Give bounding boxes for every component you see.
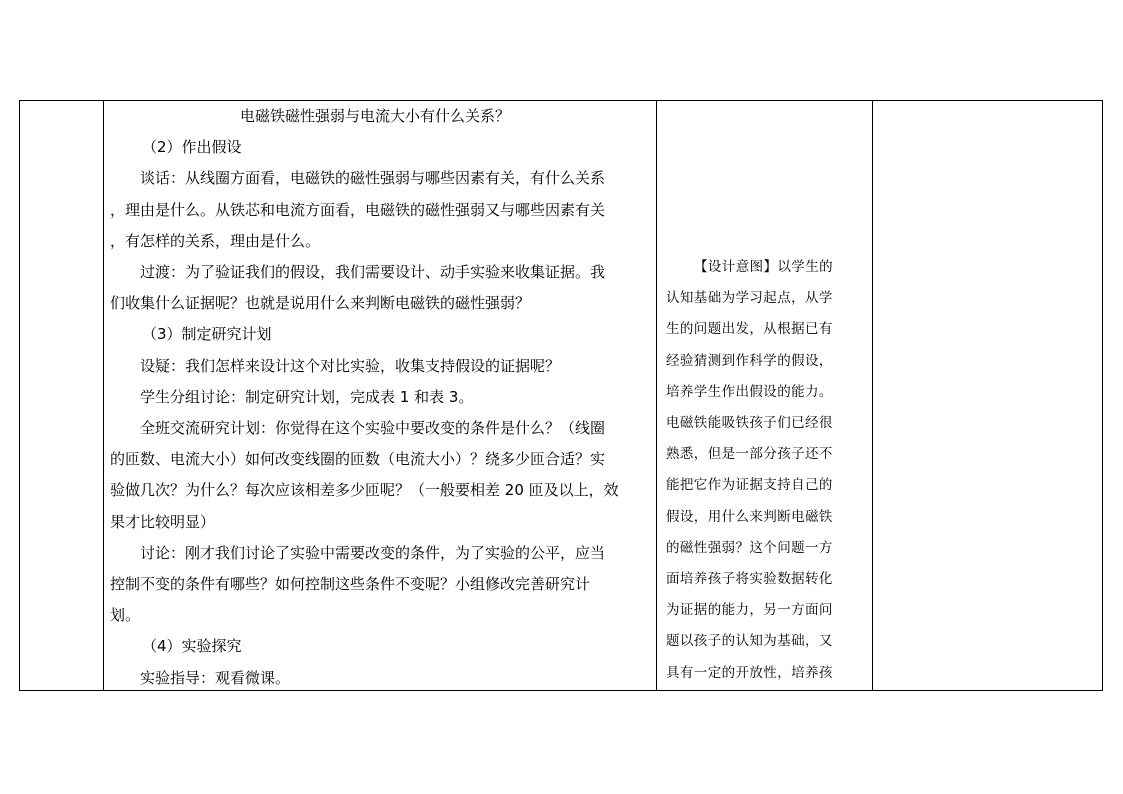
step-heading-plan: （3）制定研究计划 xyxy=(142,325,272,344)
paragraph-line: ，有怎样的关系，理由是什么。 xyxy=(110,231,321,250)
paragraph-line: 划。 xyxy=(110,606,141,625)
paragraph-line: 全班交流研究计划：你觉得在这个实验中要改变的条件是什么？（线圈 xyxy=(140,419,606,438)
paragraph-line: 实验指导：观看微课。 xyxy=(140,668,291,687)
lesson-plan-table xyxy=(19,100,1103,691)
design-intent-line: 认知基础为学习起点，从学 xyxy=(666,290,833,307)
teaching-process-text xyxy=(110,101,650,694)
notes-column xyxy=(873,101,1102,690)
question-title: 电磁铁磁性强弱与电流大小有什么关系？ xyxy=(239,107,510,125)
design-intent-line: 生的问题出发，从根据已有 xyxy=(666,321,833,338)
step-heading-experiment: （4）实验探究 xyxy=(142,637,242,656)
design-intent-line: 培养学生作出假设的能力。 xyxy=(666,383,833,400)
design-intent-line: 经验猜测到作科学的假设， xyxy=(666,352,833,369)
design-intent-line: 【设计意图】以学生的 xyxy=(694,259,833,275)
paragraph-line: 控制不变的条件有哪些？如何控制这些条件不变呢？小组修改完善研究计 xyxy=(110,575,591,594)
paragraph-line: 谈话：从线圈方面看，电磁铁的磁性强弱与哪些因素有关，有什么关系 xyxy=(140,169,606,188)
paragraph-line: 们收集什么证据呢？也就是说用什么来判断电磁铁的磁性强弱？ xyxy=(110,294,531,313)
section-column xyxy=(20,101,104,690)
design-intent-line: 具有一定的开放性，培养孩 xyxy=(666,664,833,681)
design-intent-line: 面培养孩子将实验数据转化 xyxy=(666,571,833,588)
design-intent-line: 题以孩子的认知为基础，又 xyxy=(666,633,833,650)
step-heading-hypothesis: （2）作出假设 xyxy=(142,138,242,157)
design-intent-line: 假设，用什么来判断电磁铁 xyxy=(666,508,833,525)
design-intent-line: 的磁性强弱？这个问题一方 xyxy=(666,539,833,556)
paragraph-line: 果才比较明显） xyxy=(110,512,216,531)
design-intent-text xyxy=(666,252,866,689)
design-intent-line: 电磁铁能吸铁孩子们已经很 xyxy=(666,415,833,432)
design-intent-line: 能把它作为证据支持自己的 xyxy=(666,477,833,494)
paragraph-line: 讨论：刚才我们讨论了实验中需要改变的条件，为了实验的公平，应当 xyxy=(140,543,606,562)
teaching-process-column xyxy=(104,101,657,690)
paragraph-line: 学生分组讨论：制定研究计划，完成表 1 和表 3。 xyxy=(140,387,474,406)
paragraph-line: ，理由是什么。从铁芯和电流方面看，电磁铁的磁性强弱又与哪些因素有关 xyxy=(110,200,606,219)
design-intent-line: 熟悉，但是一部分孩子还不 xyxy=(666,446,833,463)
paragraph-line: 验做几次？为什么？每次应该相差多少匝呢？（一般要相差 20 匝及以上，效 xyxy=(110,481,619,500)
design-intent-line: 为证据的能力，另一方面问 xyxy=(666,602,833,619)
paragraph-line: 的匝数、电流大小）如何改变线圈的匝数（电流大小）？绕多少匝合适？实 xyxy=(110,450,606,469)
design-intent-column xyxy=(657,101,873,690)
paragraph-line: 设疑：我们怎样来设计这个对比实验，收集支持假设的证据呢？ xyxy=(140,356,561,375)
paragraph-line: 过渡：为了验证我们的假设，我们需要设计、动手实验来收集证据。我 xyxy=(140,263,606,282)
